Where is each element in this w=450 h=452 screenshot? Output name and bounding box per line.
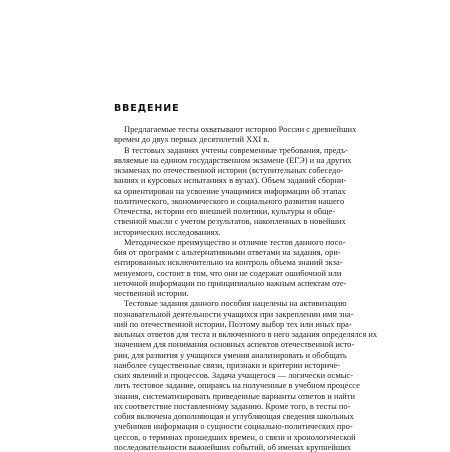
- paragraph: [114, 144, 352, 237]
- text-line: вильных ответов для теста и включенного в него задания определялся их: [114, 329, 378, 339]
- text-line: значением для понимания основных аспектов отечественной исто-: [114, 339, 355, 350]
- text-line: наиболее существенные связи, признаки и критерии историче-: [114, 359, 340, 370]
- text-line: неточной информации по принципиально важным аспектам оте-: [114, 277, 347, 288]
- text-line: бия от программ с альтернативными ответами на задания, ори-: [114, 247, 341, 257]
- text-line: Методическое преимущество и отличие тестов данного посо-: [124, 236, 346, 247]
- text-line: ваниях и курсовых испытаниях в вузах). Объем заданий сборни-: [114, 175, 347, 186]
- text-line: учебников информация о сущности социально-политических про-: [114, 421, 353, 432]
- text-line: Тестовые задания данного пособия нацелены на активизацию: [124, 298, 347, 309]
- text-line: менуемого, состоит в том, что они не содержат ошибочной или: [114, 267, 342, 278]
- text-line: Предлагаемые тесты охватывают историю России с древнейших: [124, 124, 357, 134]
- text-line: ских явлений и процессов. Задача учащегося — логически осмыс-: [114, 370, 354, 380]
- text-line: времен до двух первых десятилетий XXI в.: [114, 134, 270, 145]
- text-line: ка ориентирован на усвоение учащимися информации об этапах: [114, 185, 346, 196]
- paragraph: [114, 298, 378, 452]
- text-line: ний по отечественной истории. Поэтому выбор тех или иных пра-: [114, 318, 352, 329]
- text-line: ственной мысли с учетом результатов, накопленных в новейших: [114, 216, 346, 227]
- text-line: В тестовых заданиях учтены современные требования, предъ-: [124, 144, 348, 155]
- text-line: знания, систематизировать приведенные варианты ответов и найти: [114, 390, 355, 401]
- text-line: цессов, о терминах прошедших времен, о связи и хронологической: [114, 431, 356, 442]
- text-line: собия включена дополняющая и углубляющая сведения школьных: [114, 411, 354, 421]
- text-line: чественной истории.: [114, 288, 189, 298]
- paragraph: [114, 236, 347, 299]
- body-text: [114, 124, 378, 452]
- text-line: их соответствие поставленному заданию. Кроме того, в тесты по-: [114, 400, 351, 411]
- text-line: познавательной деятельности учащихся при закреплении ими зна-: [114, 308, 354, 319]
- paragraph: [114, 124, 357, 145]
- text-line: политического, экономического и социального развития нашего: [114, 195, 345, 206]
- text-line: лить тестовое задание, опираясь на полученные в учебном процессе: [114, 380, 360, 391]
- text-line: являемые на едином государственном экзамене (ЕГЭ) и на других: [114, 154, 352, 165]
- text-line: Отечества, истории его внешней политики, культуры и обще-: [114, 206, 336, 216]
- text-line: рии, для развития у учащихся умения анализировать и обобщать: [114, 349, 347, 360]
- text-line: экзаменах по отечественной истории (вступительных собеседо-: [114, 165, 344, 175]
- text-line: ентированных исключительно на контроль объема знаний экза-: [114, 257, 343, 268]
- text-line: последовательности важнейших событий, об именах крупнейших: [114, 441, 352, 452]
- section-heading: ВВЕДЕНИЕ: [114, 103, 180, 114]
- text-line: исторических исследованиях.: [114, 226, 221, 237]
